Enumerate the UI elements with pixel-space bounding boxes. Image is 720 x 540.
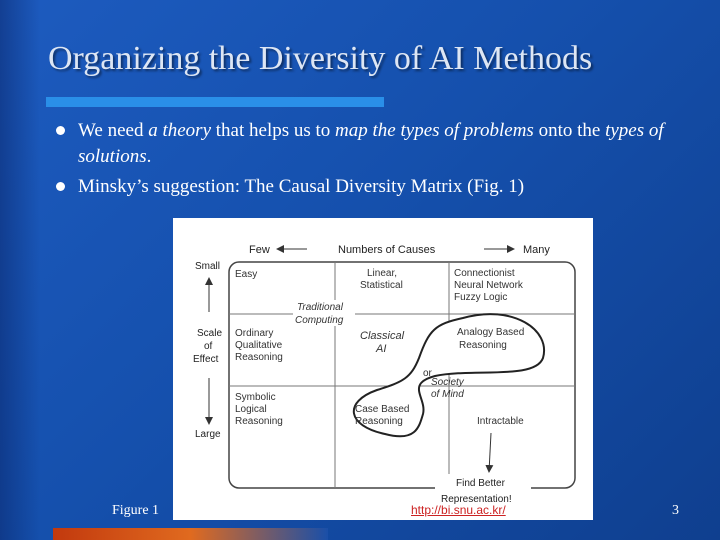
bullet-1-part-5: onto the <box>533 120 606 141</box>
bullet-dot-icon <box>56 182 65 191</box>
cell-symbolic-line3: Reasoning <box>235 416 283 427</box>
cell-or-label: or <box>423 368 432 379</box>
cell-connectionist-line3: Fuzzy Logic <box>454 292 508 303</box>
bullet-item-1 <box>56 118 706 170</box>
axis-many-label: Many <box>523 244 550 256</box>
matrix-border <box>229 262 575 488</box>
axis-of-label: of <box>204 341 213 352</box>
cell-analogy-line1: Analogy Based <box>457 327 525 338</box>
cell-find-better-line2: Representation! <box>441 494 512 505</box>
cell-ordinary-line2: Qualitative <box>235 340 283 351</box>
cell-intractable-label: Intractable <box>477 416 524 427</box>
bullet-1-part-7: . <box>146 146 152 167</box>
cell-society-line2: of Mind <box>431 389 464 400</box>
bullet-2-text: Minsky’s suggestion: The Causal Diversity Matrix (Fig. 1) <box>78 176 525 197</box>
cell-symbolic-line1: Symbolic <box>235 392 276 403</box>
figure-caption: Figure 1 <box>112 503 160 518</box>
axis-effect-label: Effect <box>193 354 219 365</box>
cell-linear-line2: Statistical <box>360 280 403 291</box>
axis-small-label: Small <box>195 261 221 272</box>
bullet-1-part-3: that helps us to <box>211 120 336 141</box>
cell-case-based-line1: Case Based <box>355 404 410 415</box>
page-number: 3 <box>672 503 679 518</box>
cell-classical-line1: Classical <box>360 330 405 342</box>
causal-diversity-matrix-figure <box>173 218 593 520</box>
bottom-accent-bar <box>53 528 328 540</box>
axis-few-label: Few <box>249 244 270 256</box>
footer-url-link[interactable]: http://bi.snu.ac.kr/ <box>411 503 506 517</box>
slide-title: Organizing the Diversity of AI Methods <box>48 40 593 77</box>
bullet-1-text <box>78 120 664 167</box>
axis-scale-label: Scale <box>197 328 223 339</box>
cell-society-line1: Society <box>431 377 464 388</box>
cell-easy-label: Easy <box>235 269 258 280</box>
intractable-arrow <box>489 433 491 472</box>
matrix-diagram <box>173 218 593 520</box>
cell-traditional-line2: Computing <box>295 315 344 326</box>
bullet-dot-icon <box>56 126 65 135</box>
bullet-list <box>56 118 706 204</box>
cell-ordinary-line3: Reasoning <box>235 352 283 363</box>
cell-case-based-line2: Reasoning <box>355 416 403 427</box>
cell-classical-line2: AI <box>376 343 387 355</box>
axis-large-label: Large <box>195 429 221 440</box>
cell-analogy-line2: Reasoning <box>459 340 507 351</box>
axis-causes-title: Numbers of Causes <box>338 244 436 256</box>
title-underline-bar <box>46 97 384 107</box>
cell-symbolic-line2: Logical <box>235 404 267 415</box>
cell-traditional-line1: Traditional <box>297 302 343 313</box>
bullet-1-part-4: map the types of problems <box>335 120 534 141</box>
cell-connectionist-line2: Neural Network <box>454 280 523 291</box>
cell-connectionist-line1: Connectionist <box>454 268 515 279</box>
bullet-1-part-1: We need <box>78 120 149 141</box>
left-gradient-band <box>0 0 40 540</box>
bullet-1-part-2: a theory <box>148 120 212 141</box>
bullet-item-2 <box>56 174 706 200</box>
bullet-1-part-6: types of solutions <box>78 120 664 167</box>
cell-find-better-line1: Find Better <box>456 478 505 489</box>
cell-linear-line1: Linear, <box>367 268 398 279</box>
cell-ordinary-line1: Ordinary <box>235 328 274 339</box>
